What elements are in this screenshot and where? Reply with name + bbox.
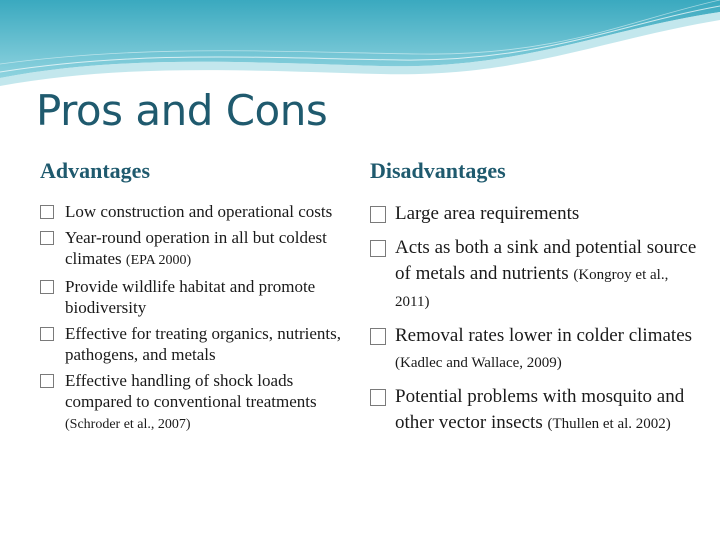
advantages-column xyxy=(40,158,350,440)
slide-title: Pros and Cons xyxy=(36,86,328,135)
advantage-text: Provide wildlife habitat and promote biodiversity xyxy=(65,277,316,318)
checkbox-bullet-icon xyxy=(370,240,386,257)
disadvantage-item xyxy=(370,384,700,437)
disadvantage-item xyxy=(370,323,700,376)
checkbox-bullet-icon xyxy=(40,374,54,388)
checkbox-bullet-icon xyxy=(370,206,386,223)
header-wave-decoration xyxy=(0,0,720,90)
disadvantages-column xyxy=(370,158,700,445)
checkbox-bullet-icon xyxy=(370,328,386,345)
advantage-text: Effective for treating organics, nutrients, pathogens, and metals xyxy=(65,324,342,365)
disadvantage-item xyxy=(370,235,700,315)
citation: (Kongroy et al., 2011) xyxy=(395,267,669,311)
citation: (Thullen et al. 2002) xyxy=(547,416,671,433)
citation: (Kadlec and Wallace, 2009) xyxy=(395,355,562,372)
citation: (EPA 2000) xyxy=(125,253,192,269)
advantage-item xyxy=(40,323,350,365)
disadvantage-text: Potential problems with mosquito and other vector insects xyxy=(395,386,685,434)
advantages-list xyxy=(40,201,350,435)
advantage-text: Low construction and operational costs xyxy=(65,202,333,222)
advantage-item xyxy=(40,201,350,222)
checkbox-bullet-icon xyxy=(40,327,54,341)
advantage-item xyxy=(40,370,350,435)
advantage-item xyxy=(40,276,350,318)
checkbox-bullet-icon xyxy=(40,280,54,294)
advantages-heading: Advantages xyxy=(40,158,151,183)
checkbox-bullet-icon xyxy=(40,205,54,219)
advantage-item xyxy=(40,227,350,271)
disadvantages-heading: Disadvantages xyxy=(370,158,506,183)
checkbox-bullet-icon xyxy=(370,389,386,406)
advantage-text: Year-round operation in all but coldest climates xyxy=(65,228,327,269)
disadvantage-text: Acts as both a sink and potential source of metals and nutrients xyxy=(395,237,697,285)
advantage-text: Effective handling of shock loads compared to conventional treatments xyxy=(65,371,317,412)
checkbox-bullet-icon xyxy=(40,231,54,245)
disadvantages-list xyxy=(370,201,700,437)
disadvantage-item xyxy=(370,201,700,227)
disadvantage-text: Removal rates lower in colder climates xyxy=(395,325,693,347)
disadvantage-text: Large area requirements xyxy=(395,203,580,225)
citation: (Schroder et al., 2007) xyxy=(65,417,191,433)
